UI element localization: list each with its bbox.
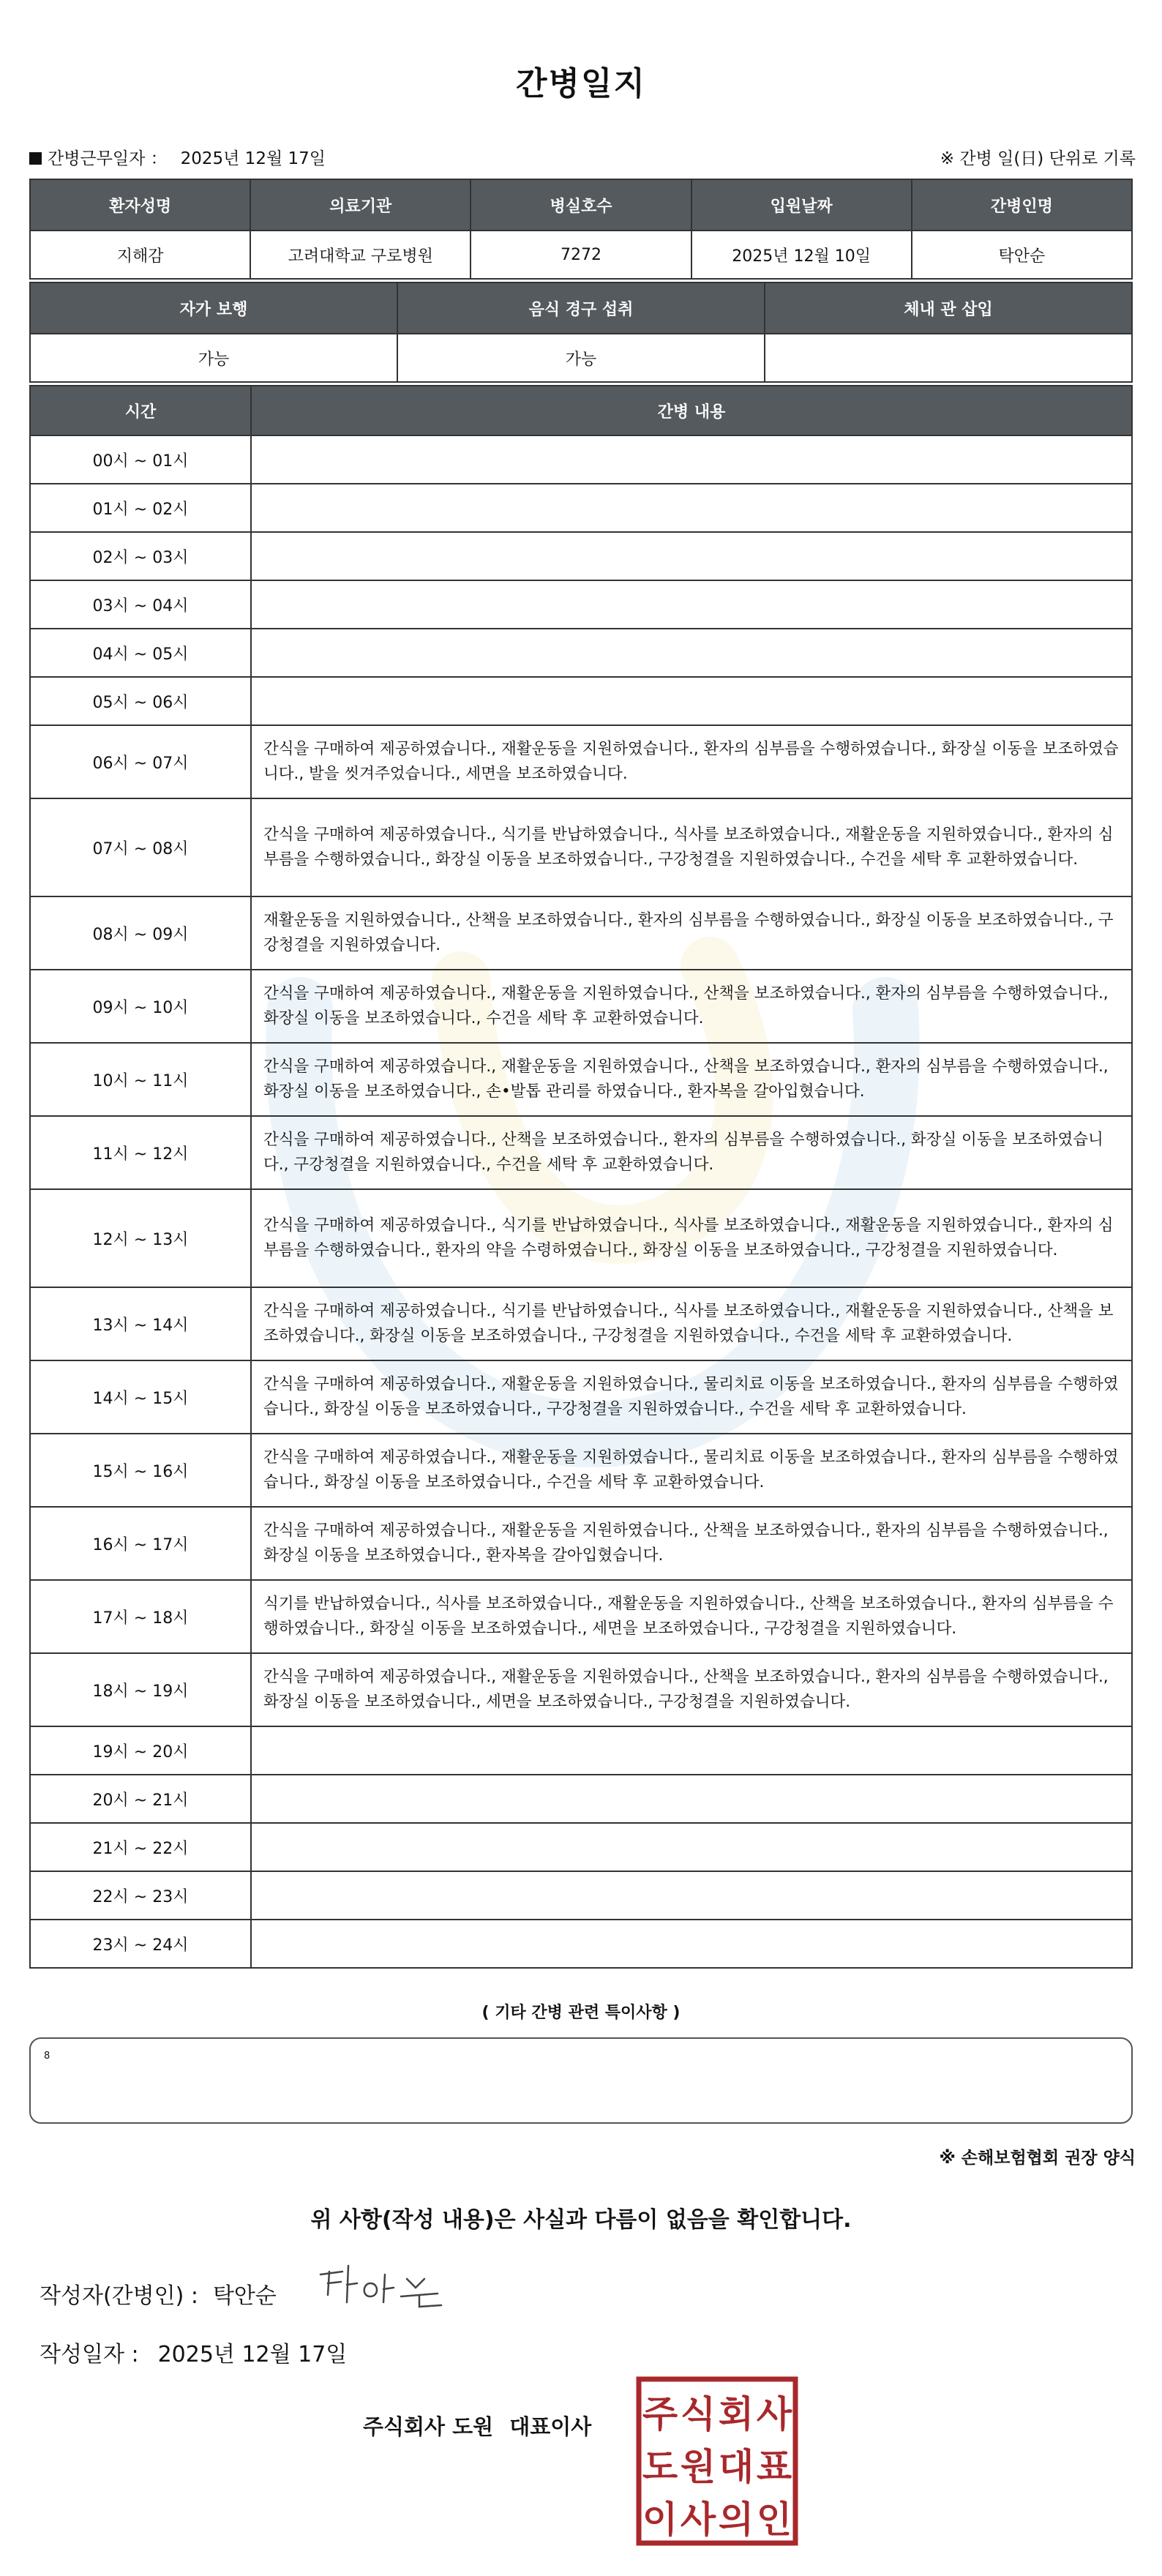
header-admission-date: 입원날짜 (691, 179, 912, 231)
row-care-content (251, 629, 1132, 677)
row-care-content: 간식을 구매하여 제공하였습니다., 재활운동을 지원하였습니다., 물리치료 이동을 보조하였습니다., 환자의 심부름을 수행하였습니다., 화장실 이동을 보조하였습니다., 구강청결을 지원하였습니다., 수건을 세탁 후 교환하였습니다. (251, 1360, 1132, 1434)
row-time: 14시 ~ 15시 (30, 1360, 251, 1434)
company-representative: 대표이사 (509, 2414, 592, 2439)
row-time: 01시 ~ 02시 (30, 484, 251, 532)
table-row (30, 1920, 1132, 1968)
special-notes-box (29, 2037, 1133, 2124)
row-care-content: 간식을 구매하여 제공하였습니다., 산책을 보조하였습니다., 환자의 심부름을 수행하였습니다., 화장실 이동을 보조하였습니다., 구강청결을 지원하였습니다., 수건을 세탁 후 교환하였습니다. (251, 1116, 1132, 1189)
row-time: 03시 ~ 04시 (30, 580, 251, 629)
seal-character: 회 (718, 2393, 754, 2435)
hospital-name: 고려대학교 구로병원 (250, 231, 471, 279)
table-row (30, 580, 1132, 629)
row-care-content: 간식을 구매하여 제공하였습니다., 식기를 반납하였습니다., 식사를 보조하였습니다., 재활운동을 지원하였습니다., 환자의 심부름을 수행하였습니다., 환자의 약을 수령하였습니다., 화장실 이동을 보조하였습니다., 구강청결을 지원하였습니다. (251, 1189, 1132, 1287)
document-title: 간병일지 (515, 65, 646, 102)
row-care-content (251, 1920, 1132, 1968)
patient-name: 지해감 (30, 231, 250, 279)
row-time: 18시 ~ 19시 (30, 1653, 251, 1726)
row-care-content: 간식을 구매하여 제공하였습니다., 식기를 반납하였습니다., 식사를 보조하였습니다., 재활운동을 지원하였습니다., 산책을 보조하였습니다., 화장실 이동을 보조하였습니다., 구강청결을 지원하였습니다., 수건을 세탁 후 교환하였습니다. (251, 1287, 1132, 1360)
header-care-content: 간병 내용 (251, 386, 1132, 435)
row-time: 07시 ~ 08시 (30, 798, 251, 896)
table-row (30, 1287, 1132, 1360)
row-care-content (251, 1726, 1132, 1775)
table-row (30, 629, 1132, 677)
row-time: 06시 ~ 07시 (30, 725, 251, 798)
header-time: 시간 (30, 386, 251, 435)
row-care-content: 재활운동을 지원하였습니다., 산책을 보조하였습니다., 환자의 심부름을 수행하였습니다., 화장실 이동을 보조하였습니다., 구강청결을 지원하였습니다. (251, 896, 1132, 970)
tube-insertion-value (765, 334, 1132, 382)
table-row (30, 1653, 1132, 1726)
row-time: 05시 ~ 06시 (30, 677, 251, 725)
row-care-content (251, 1871, 1132, 1920)
table-row (30, 1871, 1132, 1920)
company-name: 주식회사 도원 (363, 2414, 494, 2439)
header-room-number: 병실호수 (471, 179, 691, 231)
table-row (30, 1726, 1132, 1775)
table-row (30, 1580, 1132, 1653)
writer-label: 작성자(간병인) : (40, 2283, 198, 2309)
seal-character: 이 (642, 2498, 678, 2541)
oral-intake-value: 가능 (397, 334, 765, 382)
write-date-value: 2025년 12월 17일 (157, 2342, 348, 2367)
table-row (30, 1775, 1132, 1823)
care-log-rows (30, 435, 1132, 1968)
table-row (30, 1043, 1132, 1116)
row-care-content (251, 580, 1132, 629)
row-care-content: 간식을 구매하여 제공하였습니다., 식기를 반납하였습니다., 식사를 보조하였습니다., 재활운동을 지원하였습니다., 환자의 심부름을 수행하였습니다., 화장실 이동을 보조하였습니다., 구강청결을 지원하였습니다., 수건을 세탁 후 교환하였습니다. (251, 798, 1132, 896)
row-time: 23시 ~ 24시 (30, 1920, 251, 1968)
table-row (30, 725, 1132, 798)
row-care-content: 간식을 구매하여 제공하였습니다., 재활운동을 지원하였습니다., 환자의 심부름을 수행하였습니다., 화장실 이동을 보조하였습니다., 발을 씻겨주었습니다., 세면을 보조하였습니다. (251, 725, 1132, 798)
seal-character: 사 (680, 2498, 716, 2541)
row-time: 09시 ~ 10시 (30, 970, 251, 1043)
row-care-content (251, 435, 1132, 484)
company-line (363, 2411, 591, 2441)
row-care-content: 간식을 구매하여 제공하였습니다., 재활운동을 지원하였습니다., 산책을 보조하였습니다., 환자의 심부름을 수행하였습니다., 화장실 이동을 보조하였습니다., 손•발톱 관리를 하였습니다., 환자복을 갈아입혔습니다. (251, 1043, 1132, 1116)
table-row (30, 435, 1132, 484)
row-care-content (251, 677, 1132, 725)
row-time: 11시 ~ 12시 (30, 1116, 251, 1189)
seal-character: 대 (718, 2446, 754, 2488)
row-time: 16시 ~ 17시 (30, 1507, 251, 1580)
admission-date: 2025년 12월 10일 (691, 231, 912, 279)
write-date-label: 작성일자 : (40, 2342, 139, 2367)
row-time: 02시 ~ 03시 (30, 532, 251, 580)
writer-name: 탁안순 (212, 2283, 277, 2309)
self-walking-value: 가능 (30, 334, 397, 382)
table-row (30, 1189, 1132, 1287)
seal-character: 도 (642, 2446, 678, 2488)
handwritten-signature (313, 2258, 452, 2317)
header-hospital: 의료기관 (250, 179, 471, 231)
row-time: 04시 ~ 05시 (30, 629, 251, 677)
row-care-content: 식기를 반납하였습니다., 식사를 보조하였습니다., 재활운동을 지원하였습니다., 산책을 보조하였습니다., 환자의 심부름을 수행하였습니다., 화장실 이동을 보조하였습니다., 세면을 보조하였습니다., 구강청결을 지원하였습니다. (251, 1580, 1132, 1653)
table-row (30, 1507, 1132, 1580)
row-care-content (251, 1823, 1132, 1871)
header-oral-intake: 음식 경구 섭취 (397, 282, 765, 334)
table-row (30, 532, 1132, 580)
table-row (30, 677, 1132, 725)
seal-character: 식 (680, 2393, 716, 2435)
patient-ability-table (29, 282, 1133, 383)
company-seal-stamp (635, 2375, 799, 2547)
row-time: 17시 ~ 18시 (30, 1580, 251, 1653)
row-care-content: 간식을 구매하여 제공하였습니다., 재활운동을 지원하였습니다., 산책을 보조하였습니다., 환자의 심부름을 수행하였습니다., 화장실 이동을 보조하였습니다., 세면을 보조하였습니다., 구강청결을 지원하였습니다. (251, 1653, 1132, 1726)
write-date-line (40, 2336, 347, 2368)
row-time: 19시 ~ 20시 (30, 1726, 251, 1775)
table-row (30, 1434, 1132, 1507)
seal-character: 사 (756, 2393, 792, 2435)
square-bullet-icon (29, 152, 42, 165)
seal-character: 인 (756, 2498, 792, 2541)
confirmation-statement: 위 사항(작성 내용)은 사실과 다름이 없음을 확인합니다. (310, 2207, 852, 2233)
care-log-table (29, 385, 1133, 1969)
table-row (30, 1823, 1132, 1871)
row-care-content: 간식을 구매하여 제공하였습니다., 재활운동을 지원하였습니다., 물리치료 이동을 보조하였습니다., 환자의 심부름을 수행하였습니다., 화장실 이동을 보조하였습니다., 수건을 세탁 후 교환하였습니다. (251, 1434, 1132, 1507)
table-row (30, 798, 1132, 896)
row-time: 20시 ~ 21시 (30, 1775, 251, 1823)
work-date-label: 간병근무일자 ： (48, 149, 168, 168)
row-time: 12시 ~ 13시 (30, 1189, 251, 1287)
table-row (30, 970, 1132, 1043)
daily-record-note: ※ 간병 일(日) 단위로 기록 (940, 149, 1136, 168)
work-date-value: 2025년 12월 17일 (180, 149, 326, 168)
seal-character: 의 (718, 2498, 754, 2541)
table-row (30, 1116, 1132, 1189)
patient-info-table (29, 179, 1133, 280)
special-notes-title: ( 기타 간병 관련 특이사항 ) (481, 2004, 681, 2022)
table-row (30, 896, 1132, 970)
recommended-form-note: ※ 손해보험협회 권장 양식 (939, 2149, 1136, 2168)
header-tube-insertion: 체내 관 삽입 (765, 282, 1132, 334)
row-time: 10시 ~ 11시 (30, 1043, 251, 1116)
row-care-content: 간식을 구매하여 제공하였습니다., 재활운동을 지원하였습니다., 산책을 보조하였습니다., 환자의 심부름을 수행하였습니다., 화장실 이동을 보조하였습니다., 수건을 세탁 후 교환하였습니다. (251, 970, 1132, 1043)
room-number: 7272 (471, 231, 691, 279)
seal-character: 주 (642, 2393, 678, 2435)
table-row (30, 1360, 1132, 1434)
row-time: 22시 ~ 23시 (30, 1871, 251, 1920)
row-care-content (251, 532, 1132, 580)
row-care-content: 간식을 구매하여 제공하였습니다., 재활운동을 지원하였습니다., 산책을 보조하였습니다., 환자의 심부름을 수행하였습니다., 화장실 이동을 보조하였습니다., 환자복을 갈아입혔습니다. (251, 1507, 1132, 1580)
row-time: 00시 ~ 01시 (30, 435, 251, 484)
work-date-line (29, 145, 326, 169)
row-time: 21시 ~ 22시 (30, 1823, 251, 1871)
row-care-content (251, 1775, 1132, 1823)
header-caregiver-name: 간병인명 (912, 179, 1132, 231)
row-time: 13시 ~ 14시 (30, 1287, 251, 1360)
header-patient-name: 환자성명 (30, 179, 250, 231)
seal-character: 원 (680, 2446, 716, 2488)
writer-line (40, 2277, 277, 2310)
header-self-walking: 자가 보행 (30, 282, 397, 334)
row-time: 15시 ~ 16시 (30, 1434, 251, 1507)
row-time: 08시 ~ 09시 (30, 896, 251, 970)
caregiver-name: 탁안순 (912, 231, 1132, 279)
table-row (30, 484, 1132, 532)
special-notes-content: 8 (44, 2051, 50, 2062)
seal-character: 표 (756, 2446, 792, 2488)
row-care-content (251, 484, 1132, 532)
